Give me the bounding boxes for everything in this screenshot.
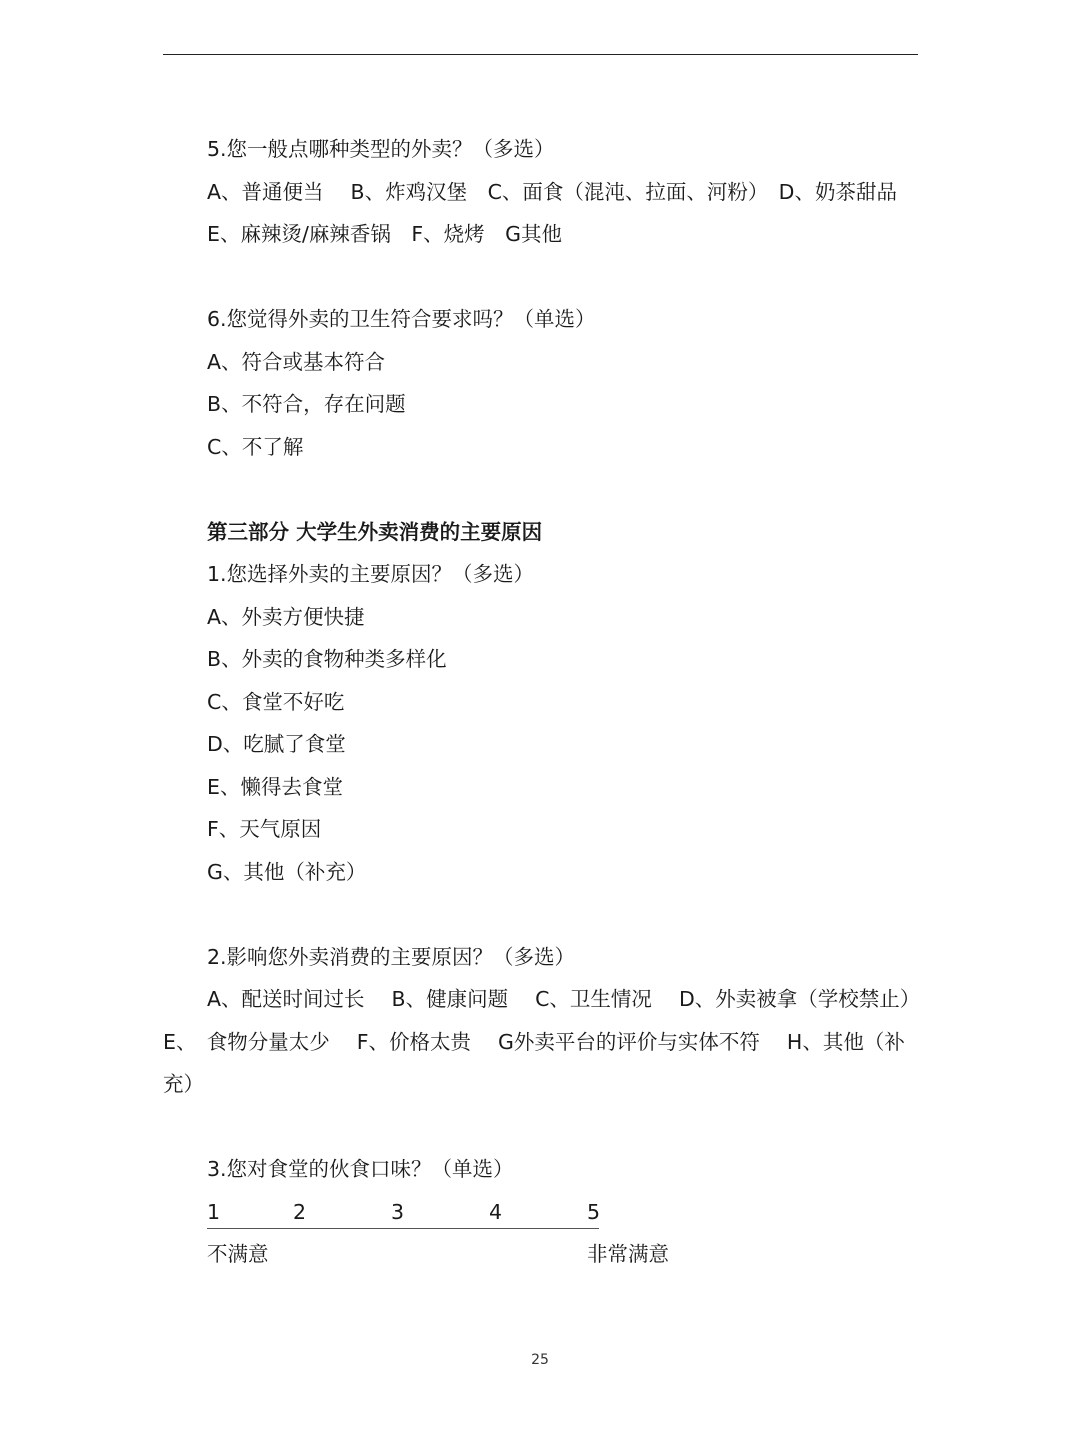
rating-scale xyxy=(207,1191,919,1234)
scale-end-labels xyxy=(207,1233,919,1276)
question-5: 5.您一般点哪种类型的外卖？（多选） xyxy=(207,137,555,161)
scale-tick-4: 4 xyxy=(489,1199,503,1224)
page-number: 25 xyxy=(531,1352,549,1368)
section-3-q1-option-e: E、懒得去食堂 xyxy=(207,774,343,799)
section-3-q1-option-c: C、食堂不好吃 xyxy=(207,689,345,714)
question-5-options-line-1: A、普通便当 B、炸鸡汉堡 C、面食（混沌、拉面、河粉） D、奶茶甜品 xyxy=(207,179,897,204)
scale-high-label: 非常满意 xyxy=(587,1242,669,1266)
section-3-q1-option-a: A、外卖方便快捷 xyxy=(207,604,365,629)
section-3-q1-option-b: B、外卖的食物种类多样化 xyxy=(207,647,447,671)
scale-low-label: 不满意 xyxy=(207,1242,269,1266)
section-3-q1-option-d: D、吃腻了食堂 xyxy=(207,732,346,756)
section-3-q2-options: A、配送时间过长 B、健康问题 C、卫生情况 D、外卖被拿（学校禁止） E、 食物分量太少 F、价格太贵 G外卖平台的评价与实体不符 H、其他（补充） xyxy=(163,987,931,1096)
question-6-option-b: B、不符合，存在问题 xyxy=(207,392,406,416)
scale-tick-5: 5 xyxy=(587,1199,601,1224)
page-content xyxy=(163,128,931,1276)
question-6: 6.您觉得外卖的卫生符合要求吗？（单选） xyxy=(207,307,596,331)
question-5-options-line-2: E、麻辣烫/麻辣香锅 F、烧烤 G其他 xyxy=(207,222,563,246)
section-3-question-2: 2.影响您外卖消费的主要原因？（多选） xyxy=(207,944,576,969)
scale-tick-1: 1 xyxy=(207,1199,221,1224)
section-3-q1-option-g: G、其他（补充） xyxy=(207,859,367,884)
header-rule xyxy=(163,54,918,55)
section-3-question-1: 1.您选择外卖的主要原因？（多选） xyxy=(207,562,535,586)
scale-tick-3: 3 xyxy=(391,1199,405,1224)
section-3-q1-option-f: F、天气原因 xyxy=(207,817,322,841)
question-6-option-a: A、符合或基本符合 xyxy=(207,349,386,374)
question-6-option-c: C、不了解 xyxy=(207,434,304,459)
scale-tick-2: 2 xyxy=(293,1199,307,1224)
section-3-title: 第三部分 大学生外卖消费的主要原因 xyxy=(207,519,543,544)
section-3-question-3: 3.您对食堂的伙食口味？（单选） xyxy=(207,1157,514,1181)
scale-line xyxy=(207,1228,599,1229)
